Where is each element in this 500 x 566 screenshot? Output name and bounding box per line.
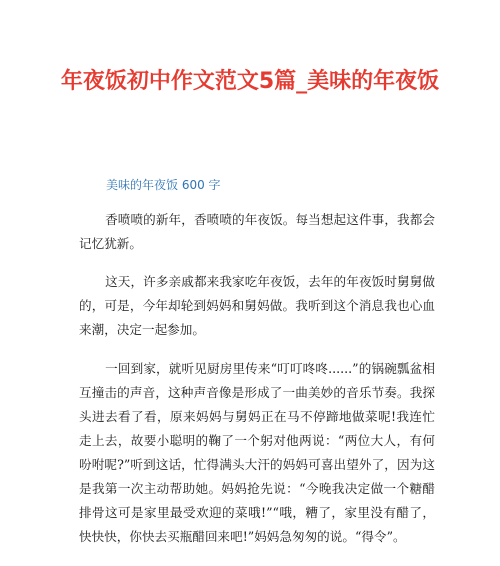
paragraph-3	[79, 357, 435, 549]
paragraph-text: 香喷喷的新年，香喷喷的年夜饭。每当想起这件事，我都会记忆犹新。	[79, 212, 435, 251]
paragraph-text: 一回到家，就听见厨房里传来“叮叮咚咚......”的锅碗瓢盆相互撞击的声音，这种声音像是形成了一曲美妙的音乐节奏。我探头进去看了看，原来妈妈与舅妈正在马不停蹄地做菜呢!我连忙走上去，故要小聪明的鞠了一个躬对他两说：“两位大人，有何吩咐呢?”听到这话，忙得满头大汗的妈妈可喜出望外了，因为这是我第一次主动帮助她。妈妈抢先说：“今晚我决定做一个糖醋排骨这可是家里最受欢迎的菜哦!”“哦，糟了，家里没有醋了，快快快，你快去买瓶醋回来吧!”妈妈急匆匆的说。“得令”。	[79, 361, 435, 544]
document-title: 年夜饭初中作文范文5篇_美味的年夜饭	[60, 69, 440, 94]
paragraph-1	[79, 208, 435, 256]
section-heading: 美味的年夜饭 600 字	[106, 178, 221, 192]
paragraph-text: 这天，许多亲戚都来我家吃年夜饭，去年的年夜饭时舅舅做的，可是，今年却轮到妈妈和舅妈做。我听到这个消息我也心血来潮，决定一起参加。	[79, 274, 435, 337]
paragraph-2	[79, 270, 435, 342]
